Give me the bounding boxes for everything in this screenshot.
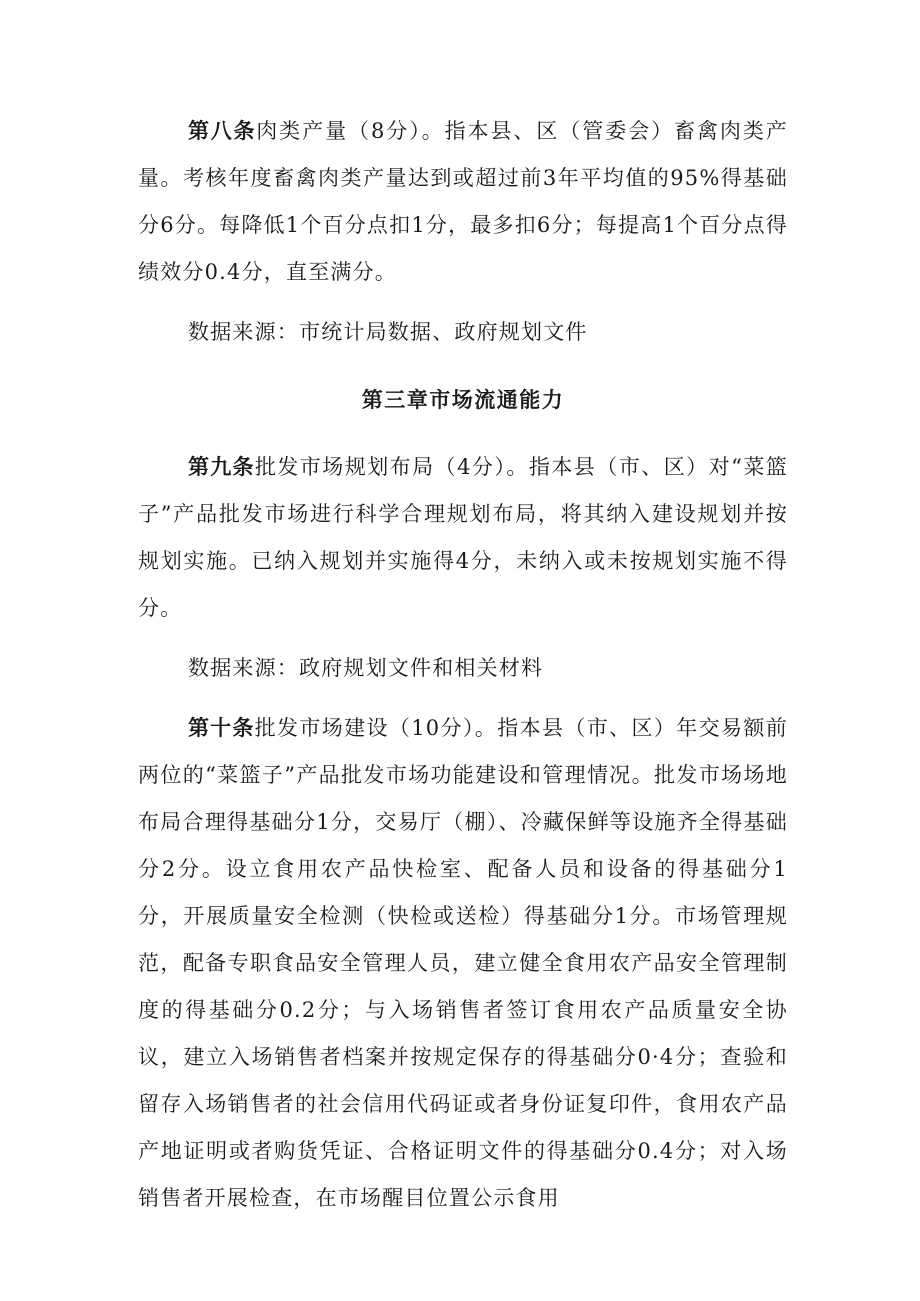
article-8-number: 第八条	[188, 119, 257, 143]
article-8-paragraph	[138, 108, 788, 296]
chapter-3-heading: 第三章市场流通能力	[361, 388, 565, 412]
article-9-text: 批发市场规划布局（4分）。指本县（市、区）对“菜篮子”产品批发市场进行科学合理规划布局，将其纳入建设规划并按规划实施。已纳入规划并实施得4分，未纳入或未按规划实施不得分。	[138, 455, 788, 620]
article-10-number: 第十条	[188, 716, 255, 740]
article-8-data-source: 数据来源：市统计局数据、政府规划文件	[188, 320, 588, 344]
article-10-text: 批发市场建设（10分）。指本县（市、区）年交易额前两位的“菜篮子”产品批发市场功能建设和管理情况。批发市场场地布局合理得基础分1分，交易厅（棚）、冷藏保鲜等设施齐全得基础分2分。设立食用农产品快检室、配备人员和设备的得基础分1分，开展质量安全检测（快检或送检）得基础分1分。市场管理规范，配备专职食品安全管理人员，建立健全食用农产品安全管理制度的得基础分0.2分；与入场销售者签订食用农产品质量安全协议，建立入场销售者档案并按规定保存的得基础分0·4分；查验和留存入场销售者的社会信用代码证或者身份证复印件，食用农产品产地证明或者购货凭证、合格证明文件的得基础分0.4分；对入场销售者开展检查，在市场醒目位置公示食用	[138, 716, 788, 1210]
article-10-paragraph	[138, 705, 788, 1222]
article-9-paragraph	[138, 444, 788, 632]
article-9-data-source: 数据来源：政府规划文件和相关材料	[188, 656, 544, 680]
article-9-number: 第九条	[188, 455, 255, 479]
document-page	[138, 108, 788, 1222]
article-8-text: 肉类产量（8分）。指本县、区（管委会）畜禽肉类产量。考核年度畜禽肉类产量达到或超过前3年平均值的95%得基础分6分。每降低1个百分点扣1分，最多扣6分；每提高1个百分点得绩效分0.4分，直至满分。	[138, 119, 789, 284]
